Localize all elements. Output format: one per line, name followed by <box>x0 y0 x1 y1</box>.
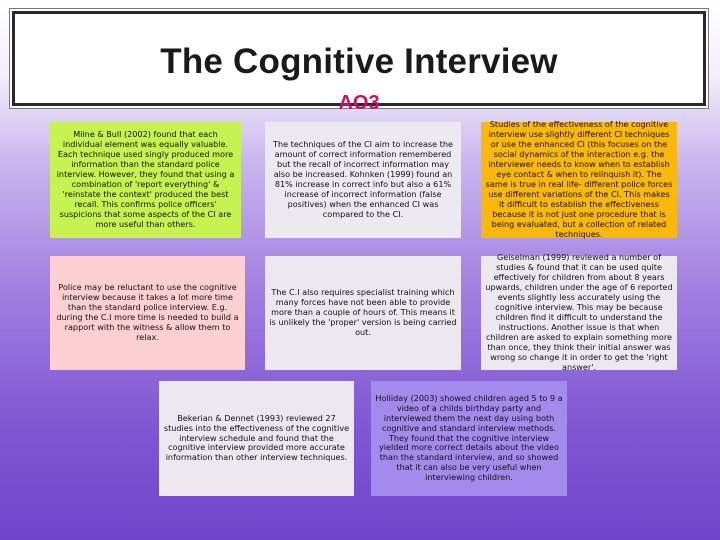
slide-subtitle: AO3 <box>338 92 380 114</box>
note-holliday: Holliday (2003) showed children aged 5 to 9 a video of a childs birthday party and interviewed them the next day using both cognitive and standard interview methods. They found that the cognitive interview yielded more correct details about the video than the standard interview, and so showed that it can also be very useful when interviewing children. <box>371 381 567 496</box>
slide-title: The Cognitive Interview <box>160 42 558 81</box>
note-geiselman: Geiselman (1999) reviewed a number of studies & found that it can be used quite effectively for children from about 8 years upwards, children under the age of 6 reported events slightly less accurately using the cognitive interview. This may be because children find it difficult to understand the instructions. Another issue is that when children are asked to explain something more than once, they think their initial answer was wrong so change it in order to get the 'right answer'. <box>481 256 677 370</box>
note-effectiveness: Studies of the effectiveness of the cognitive interview use slightly different CI techniques or use the enhanced CI (this focuses on the social dynamics of the interaction e.g. the interviewer needs to know when to establish eye contact & when to relinquish it). The same is true in real life- different police forces use different variations of the CI. This makes it difficult to establish the effectiveness because it is not just one procedure that is being evaluated, but a collection of related techniques. <box>481 122 677 238</box>
note-kohnken: The techniques of the CI aim to increase the amount of correct information remembered but the recall of incorrect information may also be increased. Kohnken (1999) found an 81% increase in correct info but also a 61% increase of incorrect information (false positives) when the enhanced CI was compared to the CI. <box>265 122 461 238</box>
note-bekerian-dennet: Bekerian & Dennet (1993) reviewed 27 studies into the effectiveness of the cognitive interview schedule and found that the cognitive interview provided more accurate information than other interview techniques. <box>159 381 354 496</box>
note-police-reluctant: Police may be reluctant to use the cognitive interview because it takes a lot more time than the standard police interview. E.g. during the C.I more time is needed to build a rapport with the witness & allow them to relax. <box>50 256 245 370</box>
note-milne-bull: Milne & Bull (2002) found that each individual element was equally valuable. Each technique used singly produced more information than the standard police interview. However, they found that using a combination of 'report everything' & 'reinstate the context' produced the best recall. This confirms police officers' suspicions that some aspects of the CI are more useful than others. <box>50 122 241 238</box>
note-training: The C.I also requires specialist training which many forces have not been able to provide more than a couple of hours of. This means it is unlikely the 'proper' version is being carried out. <box>265 256 461 370</box>
title-box <box>12 11 706 114</box>
